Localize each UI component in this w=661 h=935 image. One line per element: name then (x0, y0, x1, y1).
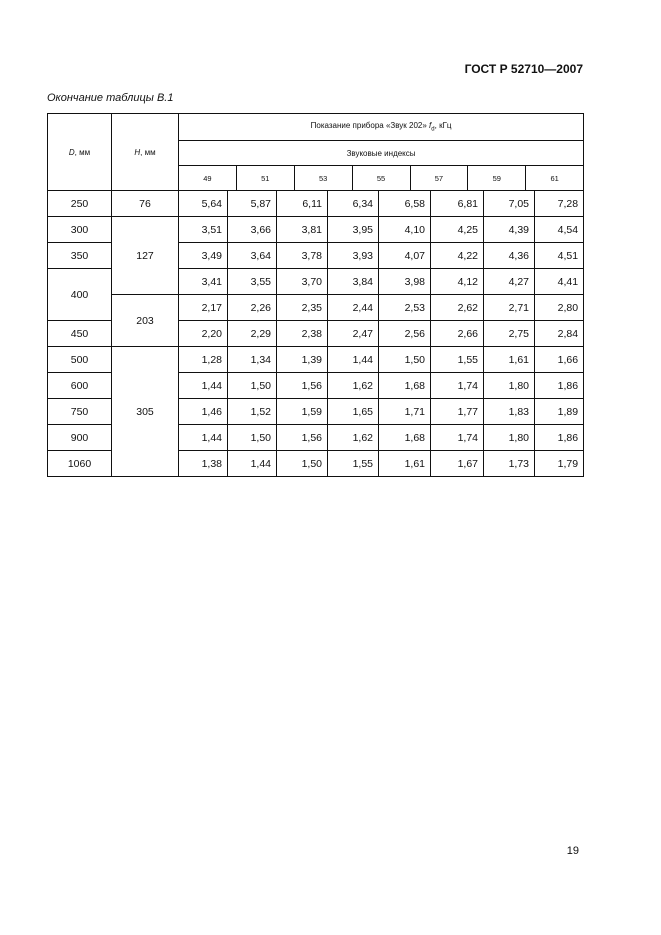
cell-value: 1,86 (535, 425, 584, 451)
cell-value: 1,80 (484, 373, 535, 399)
cell-value: 2,17 (179, 295, 228, 321)
cell-value: 1,46 (179, 399, 228, 425)
cell-value: 1,71 (379, 399, 431, 425)
cell-value: 4,27 (484, 269, 535, 295)
cell-value: 1,74 (431, 373, 484, 399)
cell-value: 1,38 (179, 451, 228, 477)
cell-value: 1,77 (431, 399, 484, 425)
header-group: Показание прибора «Звук 202» $f_d$, кГц (179, 114, 584, 141)
data-table (47, 113, 584, 477)
cell-value: 2,26 (228, 295, 277, 321)
cell-value: 2,62 (431, 295, 484, 321)
cell-d: 1060 (48, 451, 112, 477)
cell-value: 2,38 (277, 321, 328, 347)
cell-value: 2,66 (431, 321, 484, 347)
cell-value: 1,67 (431, 451, 484, 477)
cell-value: 1,86 (535, 373, 584, 399)
cell-value: 1,56 (277, 425, 328, 451)
cell-value: 1,44 (328, 347, 379, 373)
cell-value: 1,79 (535, 451, 584, 477)
index-row (179, 166, 584, 191)
cell-value: 1,44 (179, 425, 228, 451)
cell-value: 1,55 (431, 347, 484, 373)
cell-value: 6,81 (431, 191, 484, 217)
cell-value: 1,59 (277, 399, 328, 425)
index-cell: 59 (467, 166, 525, 190)
cell-value: 3,55 (228, 269, 277, 295)
cell-value: 5,87 (228, 191, 277, 217)
cell-value: 1,73 (484, 451, 535, 477)
cell-value: 2,80 (535, 295, 584, 321)
cell-value: 2,84 (535, 321, 584, 347)
index-cell: 51 (236, 166, 294, 190)
cell-d: 750 (48, 399, 112, 425)
cell-value: 1,50 (277, 451, 328, 477)
header-subgroup: Звуковые индексы (179, 141, 584, 166)
cell-value: 2,75 (484, 321, 535, 347)
cell-value: 6,34 (328, 191, 379, 217)
cell-value: 2,44 (328, 295, 379, 321)
cell-d: 600 (48, 373, 112, 399)
cell-h: 127 (112, 217, 179, 295)
cell-value: 1,80 (484, 425, 535, 451)
cell-value: 1,61 (379, 451, 431, 477)
cell-value: 2,20 (179, 321, 228, 347)
cell-value: 1,68 (379, 425, 431, 451)
cell-value: 7,28 (535, 191, 584, 217)
cell-value: 3,49 (179, 243, 228, 269)
cell-value: 4,51 (535, 243, 584, 269)
cell-value: 3,78 (277, 243, 328, 269)
cell-value: 1,55 (328, 451, 379, 477)
cell-value: 4,07 (379, 243, 431, 269)
index-cell: 61 (525, 166, 583, 190)
cell-d: 350 (48, 243, 112, 269)
cell-h: 76 (112, 191, 179, 217)
cell-value: 3,70 (277, 269, 328, 295)
cell-value: 1,66 (535, 347, 584, 373)
cell-d: 400 (48, 269, 112, 321)
cell-value: 1,50 (379, 347, 431, 373)
cell-value: 2,53 (379, 295, 431, 321)
cell-value: 1,62 (328, 373, 379, 399)
cell-value: 1,28 (179, 347, 228, 373)
cell-value: 1,68 (379, 373, 431, 399)
cell-d: 250 (48, 191, 112, 217)
cell-value: 2,35 (277, 295, 328, 321)
cell-value: 3,66 (228, 217, 277, 243)
cell-value: 6,58 (379, 191, 431, 217)
cell-value: 1,44 (228, 451, 277, 477)
cell-value: 1,34 (228, 347, 277, 373)
cell-h: 203 (112, 295, 179, 347)
cell-value: 5,64 (179, 191, 228, 217)
cell-value: 1,61 (484, 347, 535, 373)
cell-value: 3,41 (179, 269, 228, 295)
cell-value: 3,84 (328, 269, 379, 295)
cell-value: 4,36 (484, 243, 535, 269)
header-h: H, мм (112, 114, 179, 191)
cell-value: 1,65 (328, 399, 379, 425)
cell-value: 1,62 (328, 425, 379, 451)
index-cell: 53 (294, 166, 352, 190)
table-row (48, 217, 584, 243)
cell-value: 1,89 (535, 399, 584, 425)
table-row (48, 295, 584, 321)
cell-d: 450 (48, 321, 112, 347)
cell-value: 4,25 (431, 217, 484, 243)
cell-value: 2,71 (484, 295, 535, 321)
cell-value: 2,47 (328, 321, 379, 347)
header-d: D, мм (48, 114, 112, 191)
page-number: 19 (566, 845, 579, 857)
index-cell: 57 (410, 166, 468, 190)
cell-value: 4,39 (484, 217, 535, 243)
cell-value: 2,29 (228, 321, 277, 347)
cell-h: 305 (112, 347, 179, 477)
cell-value: 3,81 (277, 217, 328, 243)
cell-value: 3,93 (328, 243, 379, 269)
cell-value: 3,95 (328, 217, 379, 243)
table-row (48, 191, 584, 217)
cell-value: 1,50 (228, 425, 277, 451)
standard-code: ГОСТ Р 52710—2007 (464, 62, 583, 76)
cell-value: 4,54 (535, 217, 584, 243)
cell-d: 500 (48, 347, 112, 373)
cell-value: 3,51 (179, 217, 228, 243)
cell-value: 4,10 (379, 217, 431, 243)
cell-value: 1,83 (484, 399, 535, 425)
cell-value: 3,98 (379, 269, 431, 295)
cell-value: 7,05 (484, 191, 535, 217)
index-cell: 49 (203, 173, 212, 183)
table-caption: Окончание таблицы В.1 (47, 92, 174, 104)
cell-value: 4,22 (431, 243, 484, 269)
cell-d: 900 (48, 425, 112, 451)
cell-value: 4,12 (431, 269, 484, 295)
cell-value: 1,39 (277, 347, 328, 373)
cell-value: 6,11 (277, 191, 328, 217)
cell-value: 3,64 (228, 243, 277, 269)
index-cell: 55 (352, 166, 410, 190)
cell-value: 1,52 (228, 399, 277, 425)
cell-value: 1,74 (431, 425, 484, 451)
cell-value: 1,56 (277, 373, 328, 399)
cell-value: 1,44 (179, 373, 228, 399)
cell-value: 4,41 (535, 269, 584, 295)
cell-value: 1,50 (228, 373, 277, 399)
cell-value: 2,56 (379, 321, 431, 347)
cell-d: 300 (48, 217, 112, 243)
table-row (48, 347, 584, 373)
